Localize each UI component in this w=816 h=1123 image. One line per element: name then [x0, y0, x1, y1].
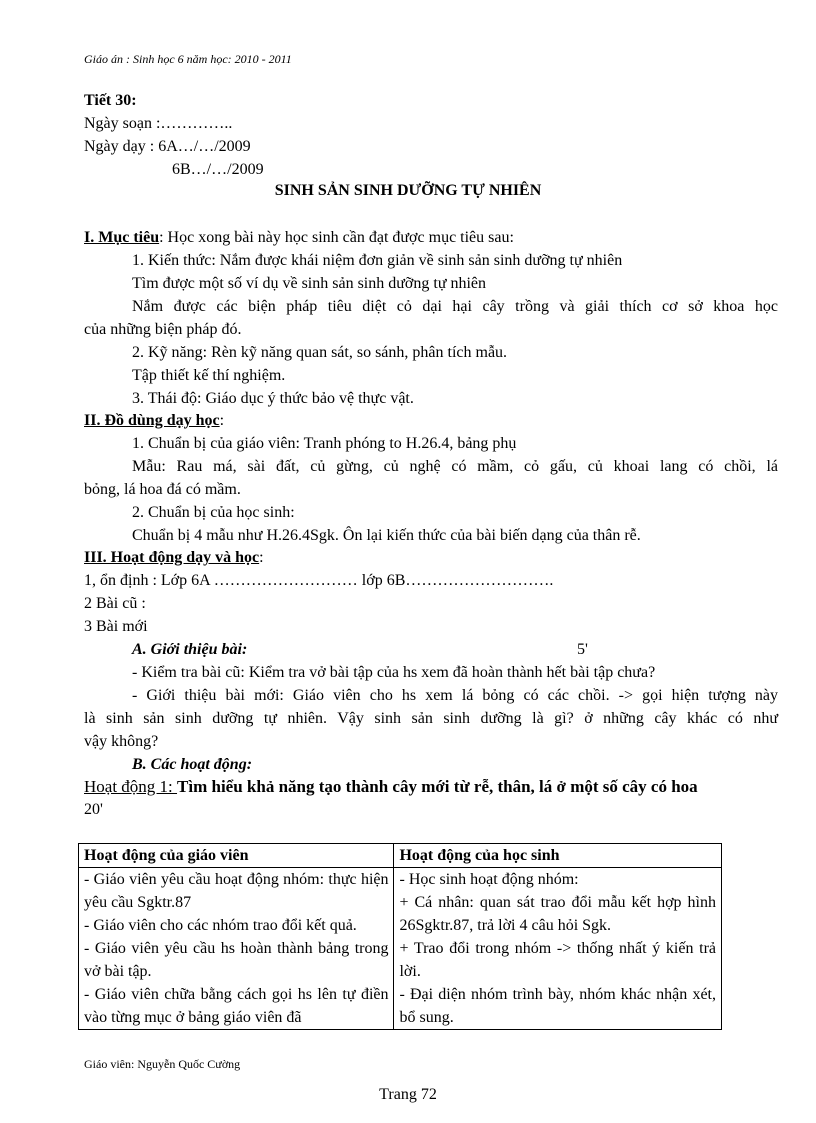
objective-attitude: 3. Thái độ: Giáo dục ý thức bảo vệ thực vật. [132, 390, 414, 407]
materials-colon: : [219, 412, 225, 429]
activity-1-time: 20' [84, 801, 103, 818]
materials-student-detail: Chuẩn bị 4 mẫu như H.26.4Sgk. Ôn lại kiến thức của bài biến dạng của thân rễ. [132, 527, 641, 544]
objectives-heading: I. Mục tiêu [84, 229, 160, 246]
page-number: Trang 72 [379, 1086, 437, 1103]
teacher-activity: - Giáo viên cho các nhóm trao đổi kết quả. [84, 917, 357, 934]
teacher-activity: - Giáo viên chữa bằng cách gọi hs lên tự điền vào từng mục ở bảng giáo viên đã [84, 986, 389, 1026]
materials-samples: Mẫu: Rau má, sài đất, củ gừng, củ nghệ có mầm, cỏ gấu, củ khoai lang có chồi, lá [132, 458, 778, 475]
page-header: Giáo án : Sinh học 6 năm học: 2010 - 2011 [84, 52, 292, 66]
activity-table [78, 843, 722, 1030]
class-stabilization: 1, ổn định : Lớp 6A ……………………… lớp 6B………………………. [84, 572, 554, 589]
objective-line: Nắm được các biện pháp tiêu diệt cỏ dại hại cây trồng và giải thích cơ sở khoa học [132, 298, 778, 315]
introduction-heading: A. Giới thiệu bài: [132, 641, 248, 658]
student-activity: + Cá nhân: quan sát trao đổi mẫu kết hợp hình 26Sgktr.87, trả lời 4 câu hỏi Sgk. [399, 894, 716, 934]
teacher-activity: - Giáo viên yêu cầu hoạt động nhóm: thực hiện yêu cầu Sgktr.87 [84, 871, 389, 911]
materials-student: 2. Chuẩn bị của học sinh: [132, 504, 295, 521]
check-old-lesson: - Kiểm tra bài cũ: Kiểm tra vở bài tập của hs xem đã hoàn thành hết bài tập chưa? [132, 664, 656, 681]
new-lesson-intro: vậy không? [84, 733, 159, 750]
teacher-activities-cell [79, 868, 394, 1030]
new-lesson-intro: là sinh sản sinh dưỡng tự nhiên. Vậy sinh sản sinh dưỡng là gì? ở những cây khác có như [84, 710, 778, 727]
student-activity: - Đại diện nhóm trình bày, nhóm khác nhận xét, bổ sung. [399, 986, 716, 1026]
activity-1-line [84, 776, 698, 798]
objective-line: Tìm được một số ví dụ về sinh sản sinh dưỡng tự nhiên [132, 275, 487, 292]
materials-samples-cont: bỏng, lá hoa đá có mầm. [84, 481, 241, 498]
activities-heading-line [84, 547, 264, 569]
objective-line: của những biện pháp đó. [84, 321, 242, 338]
materials-teacher: 1. Chuẩn bị của giáo viên: Tranh phóng to H.26.4, bảng phụ [132, 435, 517, 452]
objectives-heading-line [84, 227, 514, 249]
student-activities-cell [394, 868, 722, 1030]
activity-1-title: Tìm hiểu khả năng tạo thành cây mới từ rễ, thân, lá ở một số cây có hoa [177, 777, 698, 796]
activities-subheading: B. Các hoạt động: [132, 756, 253, 773]
new-lesson-intro: - Giới thiệu bài mới: Giáo viên cho hs xem lá bỏng có các chồi. -> gọi hiện tượng này [132, 687, 778, 704]
objectives-intro: : Học xong bài này học sinh cần đạt được mục tiêu sau: [159, 229, 514, 246]
materials-heading: II. Đồ dùng dạy học [84, 412, 220, 429]
page-footer: Giáo viên: Nguyễn Quốc Cường [84, 1057, 241, 1071]
student-activity: + Trao đổi trong nhóm -> thống nhất ý kiến trả lời. [399, 940, 716, 980]
preparation-date: Ngày soạn :………….. [84, 115, 233, 132]
teaching-date-6b: 6B…/…/2009 [172, 161, 264, 178]
student-activity: - Học sinh hoạt động nhóm: [399, 871, 579, 888]
teacher-column-header: Hoạt động của giáo viên [79, 844, 394, 868]
lesson-title: SINH SẢN SINH DƯỠNG TỰ NHIÊN [274, 182, 542, 199]
teacher-activity: - Giáo viên yêu cầu hs hoàn thành bảng trong vở bài tập. [84, 940, 389, 980]
materials-heading-line [84, 410, 224, 432]
introduction-time: 5' [577, 641, 588, 658]
objective-skill: 2. Kỹ năng: Rèn kỹ năng quan sát, so sánh, phân tích mẫu. [132, 344, 508, 361]
activity-1-label: Hoạt động 1: [84, 777, 178, 796]
activities-heading: III. Hoạt động dạy và học [84, 549, 260, 566]
objective-line: Tập thiết kế thí nghiệm. [132, 367, 286, 384]
activities-colon: : [259, 549, 264, 566]
lesson-number: Tiết 30: [84, 92, 137, 109]
student-column-header: Hoạt động của học sinh [394, 844, 722, 868]
teaching-date-6a: Ngày dạy : 6A…/…/2009 [84, 138, 251, 155]
table-header-row [79, 844, 722, 868]
new-lesson: 3 Bài mới [84, 618, 148, 635]
objective-knowledge: 1. Kiến thức: Nắm được khái niệm đơn giản về sinh sản sinh dưỡng tự nhiên [132, 252, 623, 269]
old-lesson: 2 Bài cũ : [84, 595, 146, 612]
table-row [79, 868, 722, 1030]
